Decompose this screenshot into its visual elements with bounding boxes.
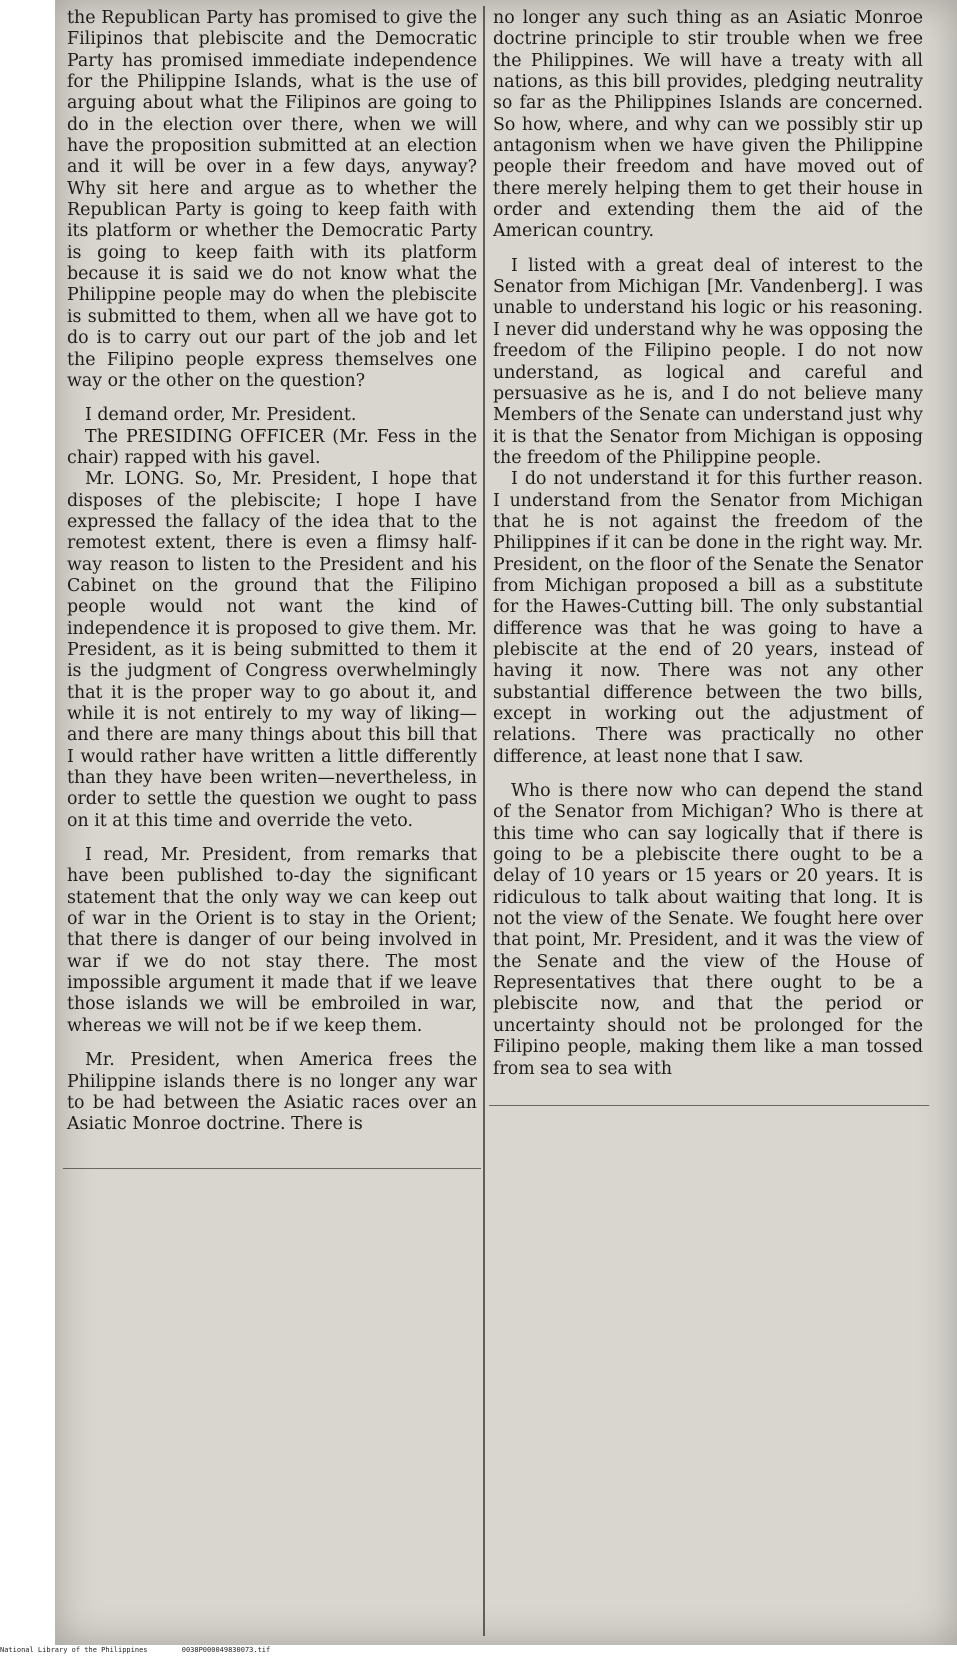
rule-left-1: [63, 1168, 481, 1169]
scan-footer: [0, 1644, 957, 1656]
right-paragraph-3: I do not understand it for this further reason. I understand from the Senator from Michigan that he is not against the freedom of the Philippines if it can be done in the right way. Mr. President, on the floor of the Senate the Senator from Michigan proposed a bill as a substitute for the Hawes-Cutting bill. The only substantial difference was that he was going to have a plebiscite at the end of 20 years, instead of having it now. There was not any other substantial difference between the two bills, except in working out the adjustment of relations. There was practically no other difference, at least none that I saw.: [493, 469, 923, 767]
left-paragraph-4: Mr. LONG. So, Mr. President, I hope that disposes of the plebiscite; I hope I have expressed the fallacy of the idea that to the remotest extent, there is even a flimsy half-way reason to listen to the President and his Cabinet on the ground that the Filipino people would not want the kind of independence it is proposed to give them. Mr. President, as it is being submitted to them it is the judgment of Congress overwhelmingly that it is the proper way to go about it, and while it is not entirely to my way of liking—and there are many things about this bill that I would rather have written a little differently than they have been writen—nevertheless, in order to settle the question we ought to pass on it at this time and override the veto.: [67, 469, 477, 831]
library-name: National Library of the Philippines: [0, 1646, 148, 1654]
right-paragraph-2: I listed with a great deal of interest to the Senator from Michigan [Mr. Vandenberg]. I was unable to understand his logic or his reasoning. I never did understand why he was opposing the freedom of the Filipino people. I do not now understand, as logical and careful and persuasive as he is, and I do not believe many Members of the Senate can understand just why it is that the Senator from Michigan is opposing the freedom of the Philippine people.: [493, 255, 923, 468]
newspaper-clipping: [55, 0, 957, 1645]
left-paragraph-6: Mr. President, when America frees the Philippine islands there is no longer any war to be had between the Asiatic races over an Asiatic Monroe doctrine. There is: [67, 1050, 477, 1135]
rule-right-1: [489, 1105, 929, 1106]
right-paragraph-1: no longer any such thing as an Asiatic Monroe doctrine principle to stir trouble when we free the Philippines. We will have a treaty with all nations, as this bill provides, pledging neutrality so far as the Philippines Islands are concerned. So how, where, and why can we possibly stir up antagonism when we have given the Philippine people their freedom and have moved out of there merely helping them to get their house in order and extending them the aid of the American country.: [493, 8, 923, 242]
left-column: [67, 8, 477, 1136]
right-column: [493, 8, 923, 1080]
column-divider: [483, 6, 485, 1636]
right-paragraph-4: Who is there now who can depend the stand of the Senator from Michigan? Who is there at this time who can say logically that if there is going to be a plebiscite there ought to be a delay of 10 years or 15 years or 20 years. It is ridiculous to talk about waiting that long. It is not the view of the Senate. We fought here over that point, Mr. President, and it was the view of the Senate and the view of the House of Representatives that there ought to be a plebiscite now, and that the period or uncertainty should not be prolonged for the Filipino people, making them like a man tossed from sea to sea with: [493, 781, 923, 1079]
left-paragraph-1: the Republican Party has promised to give the Filipinos that plebiscite and the Democratic Party has promised immediate independence for the Philippine Islands, what is the use of arguing about what the Filipinos are going to do in the election over there, when we will have the proposition submitted at an election and it will be over in a few days, anyway? Why sit here and argue as to whether the Republican Party is going to keep faith with its platform or whether the Democratic Party is going to keep faith with its platform because it is said we do not know what the Philippine people may do when the plebiscite is submitted to them, when all we have got to do is to carry out our part of the job and let the Filipino people express themselves one way or the other on the question?: [67, 8, 477, 391]
left-paragraph-5: I read, Mr. President, from remarks that have been published to-day the significant statement that the only way we can keep out of war in the Orient is to stay in the Orient; that there is danger of our being involved in war if we do not stay there. The most impossible argument it made that if we leave those islands we will be embroiled in war, whereas we will not be if we keep them.: [67, 845, 477, 1036]
left-paragraph-2: I demand order, Mr. President.: [85, 405, 357, 426]
left-paragraph-3: The PRESIDING OFFICER (Mr. Fess in the chair) rapped with his gavel.: [67, 426, 477, 468]
file-name: 0038P000049830073.tif: [181, 1646, 271, 1654]
